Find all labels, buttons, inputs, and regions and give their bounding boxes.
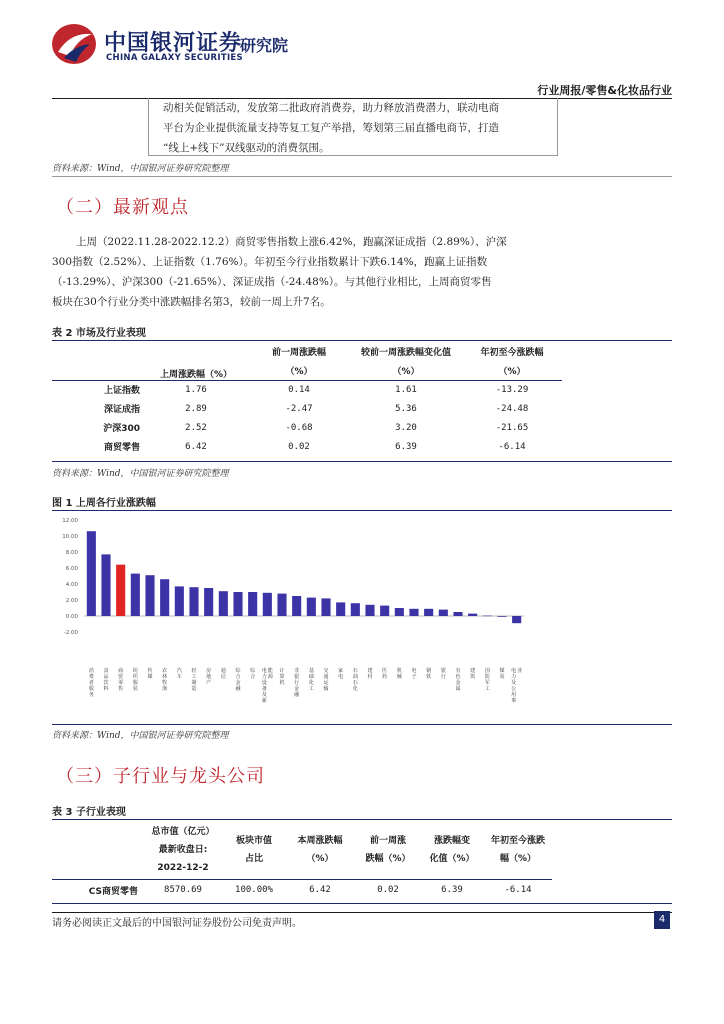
page-number: 4 [654, 911, 670, 929]
table-header-unit: （%） [285, 366, 313, 377]
table-2-caption: 表 2 市场及行业表现 [52, 328, 146, 339]
y-tick-label: 4.00 [65, 582, 78, 588]
footer-disclaimer: 请务必阅读正文最后的中国银河证券股份公司免责声明。 [52, 918, 302, 929]
x-tick-label: 建筑 [470, 668, 476, 680]
table-row: 商贸零售 6.42 0.02 6.39 -6.14 [103, 441, 526, 453]
table-top-rule [52, 819, 672, 820]
bar-交通运输 [321, 598, 330, 616]
subindustry-table [52, 821, 552, 901]
x-tick-label: 消费者服务 [88, 668, 94, 698]
bar-家电 [336, 602, 345, 616]
x-tick-label: 机械 [396, 668, 402, 680]
summary-line-3: “线上+线下”双线驱动的消费氛围。 [163, 142, 330, 154]
x-tick-label: 电子 [411, 668, 417, 680]
source-note-1: 资料来源：Wind，中国银河证券研究院整理 [52, 164, 229, 174]
bar-医药 [380, 606, 389, 616]
x-tick-label: 石油石化 [352, 668, 358, 692]
x-tick-label: 综合 [250, 668, 256, 680]
bar-基础化工 [307, 598, 316, 616]
x-tick-label: 农林牧渔 [162, 668, 168, 692]
bar-非银行金融 [292, 596, 301, 616]
bar-农林牧渔 [160, 579, 169, 616]
x-tick-label: 电力设备及新能源 [261, 668, 273, 704]
table-row: 深证成指 2.89 -2.47 5.36 -24.48 [103, 403, 529, 415]
table-bottom-rule [52, 461, 672, 462]
x-tick-label: 基础化工 [308, 668, 314, 692]
table-header: 总市值（亿元） 最新收盘日: 2022-12-2 [151, 826, 215, 873]
bar-有色金属 [453, 612, 462, 616]
bar-煤炭 [497, 616, 506, 617]
table-header: 涨跌幅变 化值（%） [429, 835, 475, 864]
source-note-3: 资料来源：Wind，中国银河证券研究院整理 [52, 731, 229, 741]
x-tick-label: 医药 [382, 668, 388, 680]
x-tick-label: 钢铁 [426, 668, 432, 680]
section-title-subindustry: （三）子行业与龙头公司 [56, 766, 265, 787]
figure-1-caption: 图 1 上周各行业涨跌幅 [52, 498, 156, 509]
brand-name-en: CHINA GALAXY SECURITIES [106, 53, 243, 63]
x-tick-label: 交通运输 [323, 668, 329, 692]
table-row: 上证指数 1.76 0.14 1.61 -13.29 [103, 384, 529, 397]
x-tick-label: 国防军工 [484, 668, 490, 692]
x-tick-label: 煤炭 [499, 668, 505, 680]
bar-银行 [439, 610, 448, 616]
bar-建筑 [468, 614, 477, 616]
x-tick-label: 银行 [440, 668, 446, 680]
x-tick-label: 轻工制造 [191, 668, 197, 692]
bar-商贸零售 [116, 565, 125, 616]
y-tick-label: 0.00 [65, 614, 78, 620]
table-header-unit: （%） [392, 366, 420, 377]
table-header: 年初至今涨跌 幅（%） [490, 835, 545, 864]
bar-电子 [409, 609, 418, 616]
summary-box [148, 98, 558, 156]
bar-汽车 [175, 586, 184, 616]
x-tick-label: 通信 [220, 668, 226, 680]
galaxy-logo-icon [50, 22, 98, 66]
bar-纺织服装 [131, 574, 140, 616]
x-tick-label: 食品饮料 [103, 668, 109, 692]
table-header: 前一周涨跌幅 [271, 348, 326, 358]
table-header: 较前一周涨跌幅变化值 [360, 348, 451, 358]
report-type: 行业周报/零售&化妆品行业 [537, 84, 672, 97]
bar-国防军工 [483, 616, 492, 617]
summary-line-2: 平台为企业提供流量支持等复工复产举措，筹划第三届直播电商节，打造 [163, 122, 499, 134]
table-header-unit: （%） [498, 366, 526, 377]
source-note-2: 资料来源：Wind，中国银河证券研究院整理 [52, 469, 229, 479]
paragraph-line: 上周（2022.11.28-2022.12.2）商贸零售指数上涨6.42%，跑赢深证成指（2.89%）、沪深 [76, 236, 507, 248]
y-tick-label: 12.00 [62, 518, 78, 524]
bar-电力设备及新能源 [263, 593, 272, 616]
x-tick-label: 传媒 [147, 668, 153, 680]
x-tick-label: 商贸零售 [118, 668, 124, 692]
y-tick-label: 2.00 [65, 598, 78, 604]
bar-建材 [365, 605, 374, 616]
summary-line-1: 动相关促销活动，发放第二批政府消费券，助力释放消费潜力，联动电商 [163, 102, 499, 114]
table-header: 年初至今涨跌幅 [480, 348, 544, 358]
paragraph-line: 300指数（2.52%）、上证指数（1.76%）。年初至今行业指数累计下跌6.14%，跑赢上证指数 [52, 256, 488, 268]
bar-食品饮料 [101, 554, 110, 616]
table-3-caption: 表 3 子行业表现 [52, 807, 126, 818]
bar-房地产 [204, 588, 213, 616]
market-performance-table [52, 342, 562, 456]
bar-消费者服务 [87, 531, 96, 616]
x-tick-label: 家电 [338, 668, 344, 680]
bar-石油石化 [351, 603, 360, 616]
bar-轻工制造 [189, 587, 198, 616]
x-tick-label: 纺织服装 [132, 668, 138, 692]
x-tick-label: 综合金融 [235, 668, 241, 692]
bar-机械 [395, 608, 404, 616]
table-bottom-rule [52, 903, 672, 904]
table-row: CS商贸零售 8570.69 100.00% 6.42 0.02 6.39 -6.14 [88, 885, 532, 897]
section-2-paragraph [52, 232, 672, 312]
bar-钢铁 [424, 609, 433, 616]
bar-电力及公用事业 [512, 616, 521, 623]
brand-name-cn: 中国银河证券 [104, 31, 243, 56]
section-title-latest-view: （二）最新观点 [56, 197, 189, 218]
table-top-rule [52, 340, 672, 341]
paragraph-line: 板块在30个行业分类中涨跌幅排名第3，较前一周上升7名。 [52, 296, 331, 308]
divider [52, 176, 672, 177]
x-tick-label: 房地产 [206, 668, 212, 686]
table-header: 上周涨跌幅（%） [159, 369, 233, 380]
x-tick-label: 有色金属 [455, 668, 461, 692]
table-header: 本周涨跌幅 （%） [297, 835, 343, 864]
x-tick-label: 建材 [367, 668, 373, 680]
y-tick-label: 6.00 [65, 566, 78, 572]
footer-rule [52, 912, 672, 913]
figure-bottom-rule [52, 724, 672, 725]
y-tick-label: -2.00 [63, 630, 78, 636]
brand-suffix: 研究院 [240, 36, 289, 55]
y-tick-label: 8.00 [65, 550, 78, 556]
paragraph-line: （-13.29%）、沪深300（-21.65%）、深证成指（-24.48%）。与其他行业相比，上周商贸零售 [52, 276, 492, 288]
x-tick-label: 非银行金融 [294, 668, 300, 698]
bar-计算机 [277, 594, 286, 616]
industry-return-bar-chart [52, 512, 552, 722]
x-tick-label: 计算机 [279, 668, 285, 686]
bar-综合金融 [233, 592, 242, 616]
x-tick-label: 电力及公用事业 [511, 668, 523, 704]
bar-综合 [248, 592, 257, 616]
table-row: 沪深300 2.52 -0.68 3.20 -21.65 [103, 422, 529, 434]
figure-top-rule [52, 510, 672, 511]
bar-传媒 [145, 575, 154, 616]
x-tick-label: 汽车 [176, 668, 182, 680]
table-header: 前一周涨 跌幅（%） [365, 835, 411, 864]
table-header: 板块市值 占比 [235, 835, 272, 864]
y-tick-label: 10.00 [62, 534, 78, 540]
bar-通信 [219, 591, 228, 616]
